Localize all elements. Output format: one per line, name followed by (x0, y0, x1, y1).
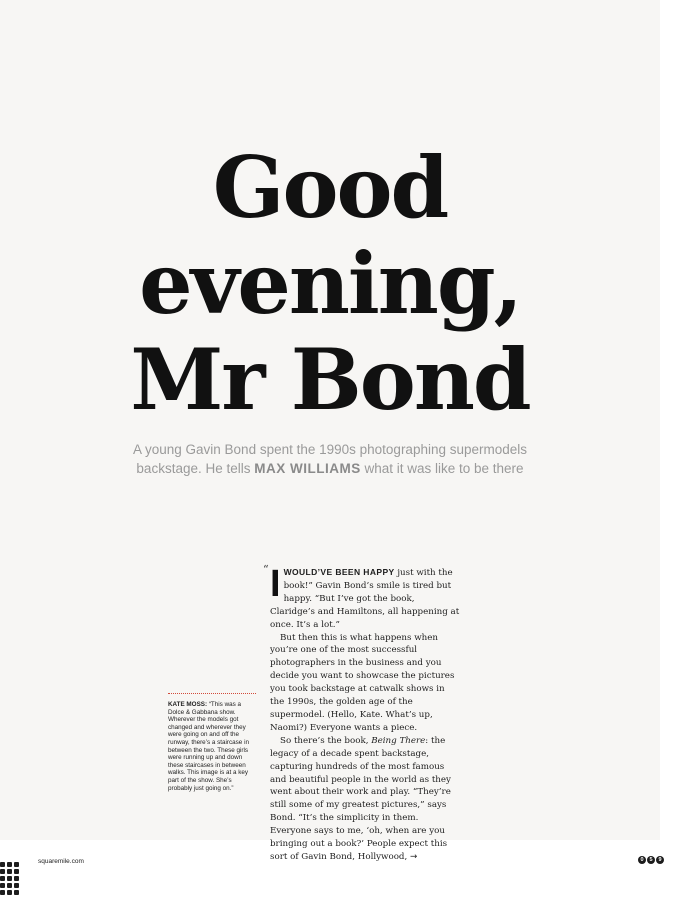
paragraph-3-text-end: : the legacy of a decade spent backstage, capturing hundreds of the most famous and beautiful people in the world as they went about their work and play. “They’re still some of my greatest pictures,” says Bond. “It’s the simplicity in them. Everyone says to me, ‘oh, when are you bringing out a book?’ People expect this sort of Gavin Bond, Hollywood, (270, 735, 451, 862)
footer-url: squaremile.com (38, 858, 84, 865)
page-number-digit: 5 (647, 856, 655, 864)
headline-line-1: Good (212, 138, 448, 237)
drop-cap: I (270, 563, 281, 605)
standfirst-text-end: what it was like to be there (360, 461, 524, 476)
caption-label: KATE MOSS: (168, 701, 208, 708)
open-quote-mark: “ (263, 563, 269, 576)
lead-in: WOULD’VE BEEN HAPPY (283, 567, 395, 577)
page-number (638, 856, 664, 864)
standfirst-line-1: A young Gavin Bond spent the 1990s photographing supermodels (132, 442, 528, 457)
headline (0, 140, 660, 428)
headline-line-2: evening, (139, 234, 521, 333)
brand-grid-logo (0, 862, 22, 898)
photo-caption (168, 693, 256, 792)
standfirst-text: backstage. He tells (136, 461, 255, 476)
headline-line-3: Mr Bond (130, 330, 530, 429)
standfirst (120, 440, 540, 478)
page-number-digit: 9 (656, 856, 664, 864)
paragraph-3-text: So there’s the book, (280, 735, 372, 746)
article-paragraph-3 (270, 735, 460, 864)
paragraph-1-text: just with the book!” Gavin Bond’s smile is tired but happy. “But I’ve got the book, Claridge’s and Hamiltons, all happening at once. It’s a lot.” (270, 568, 460, 630)
caption-text: “This was a Dolce & Gabbana show. Wherever the models got changed and wherever they were going on and off the runway, there’s a staircase in between the two. These girls were running up and down these staircases in between walks. This image is at a key part of the show. She’s probably just going on.” (168, 701, 249, 792)
book-title: Being There (371, 735, 426, 746)
standfirst-line-2 (120, 459, 540, 478)
article-body (263, 563, 460, 864)
article-paragraph-2: But then this is what happens when you’re one of the most successful photographers in the business and you decide you want to showcase the pictures you took backstage at catwalk shows in the 1990s, the golden age of the supermodel. (Hello, Kate. What’s up, Naomi?) Everyone wants a piece. (270, 632, 455, 733)
author-name: MAX WILLIAMS (254, 461, 361, 476)
article-paragraph-1 (270, 563, 460, 632)
page-number-digit: 0 (638, 856, 646, 864)
continue-arrow-icon: → (410, 851, 418, 862)
